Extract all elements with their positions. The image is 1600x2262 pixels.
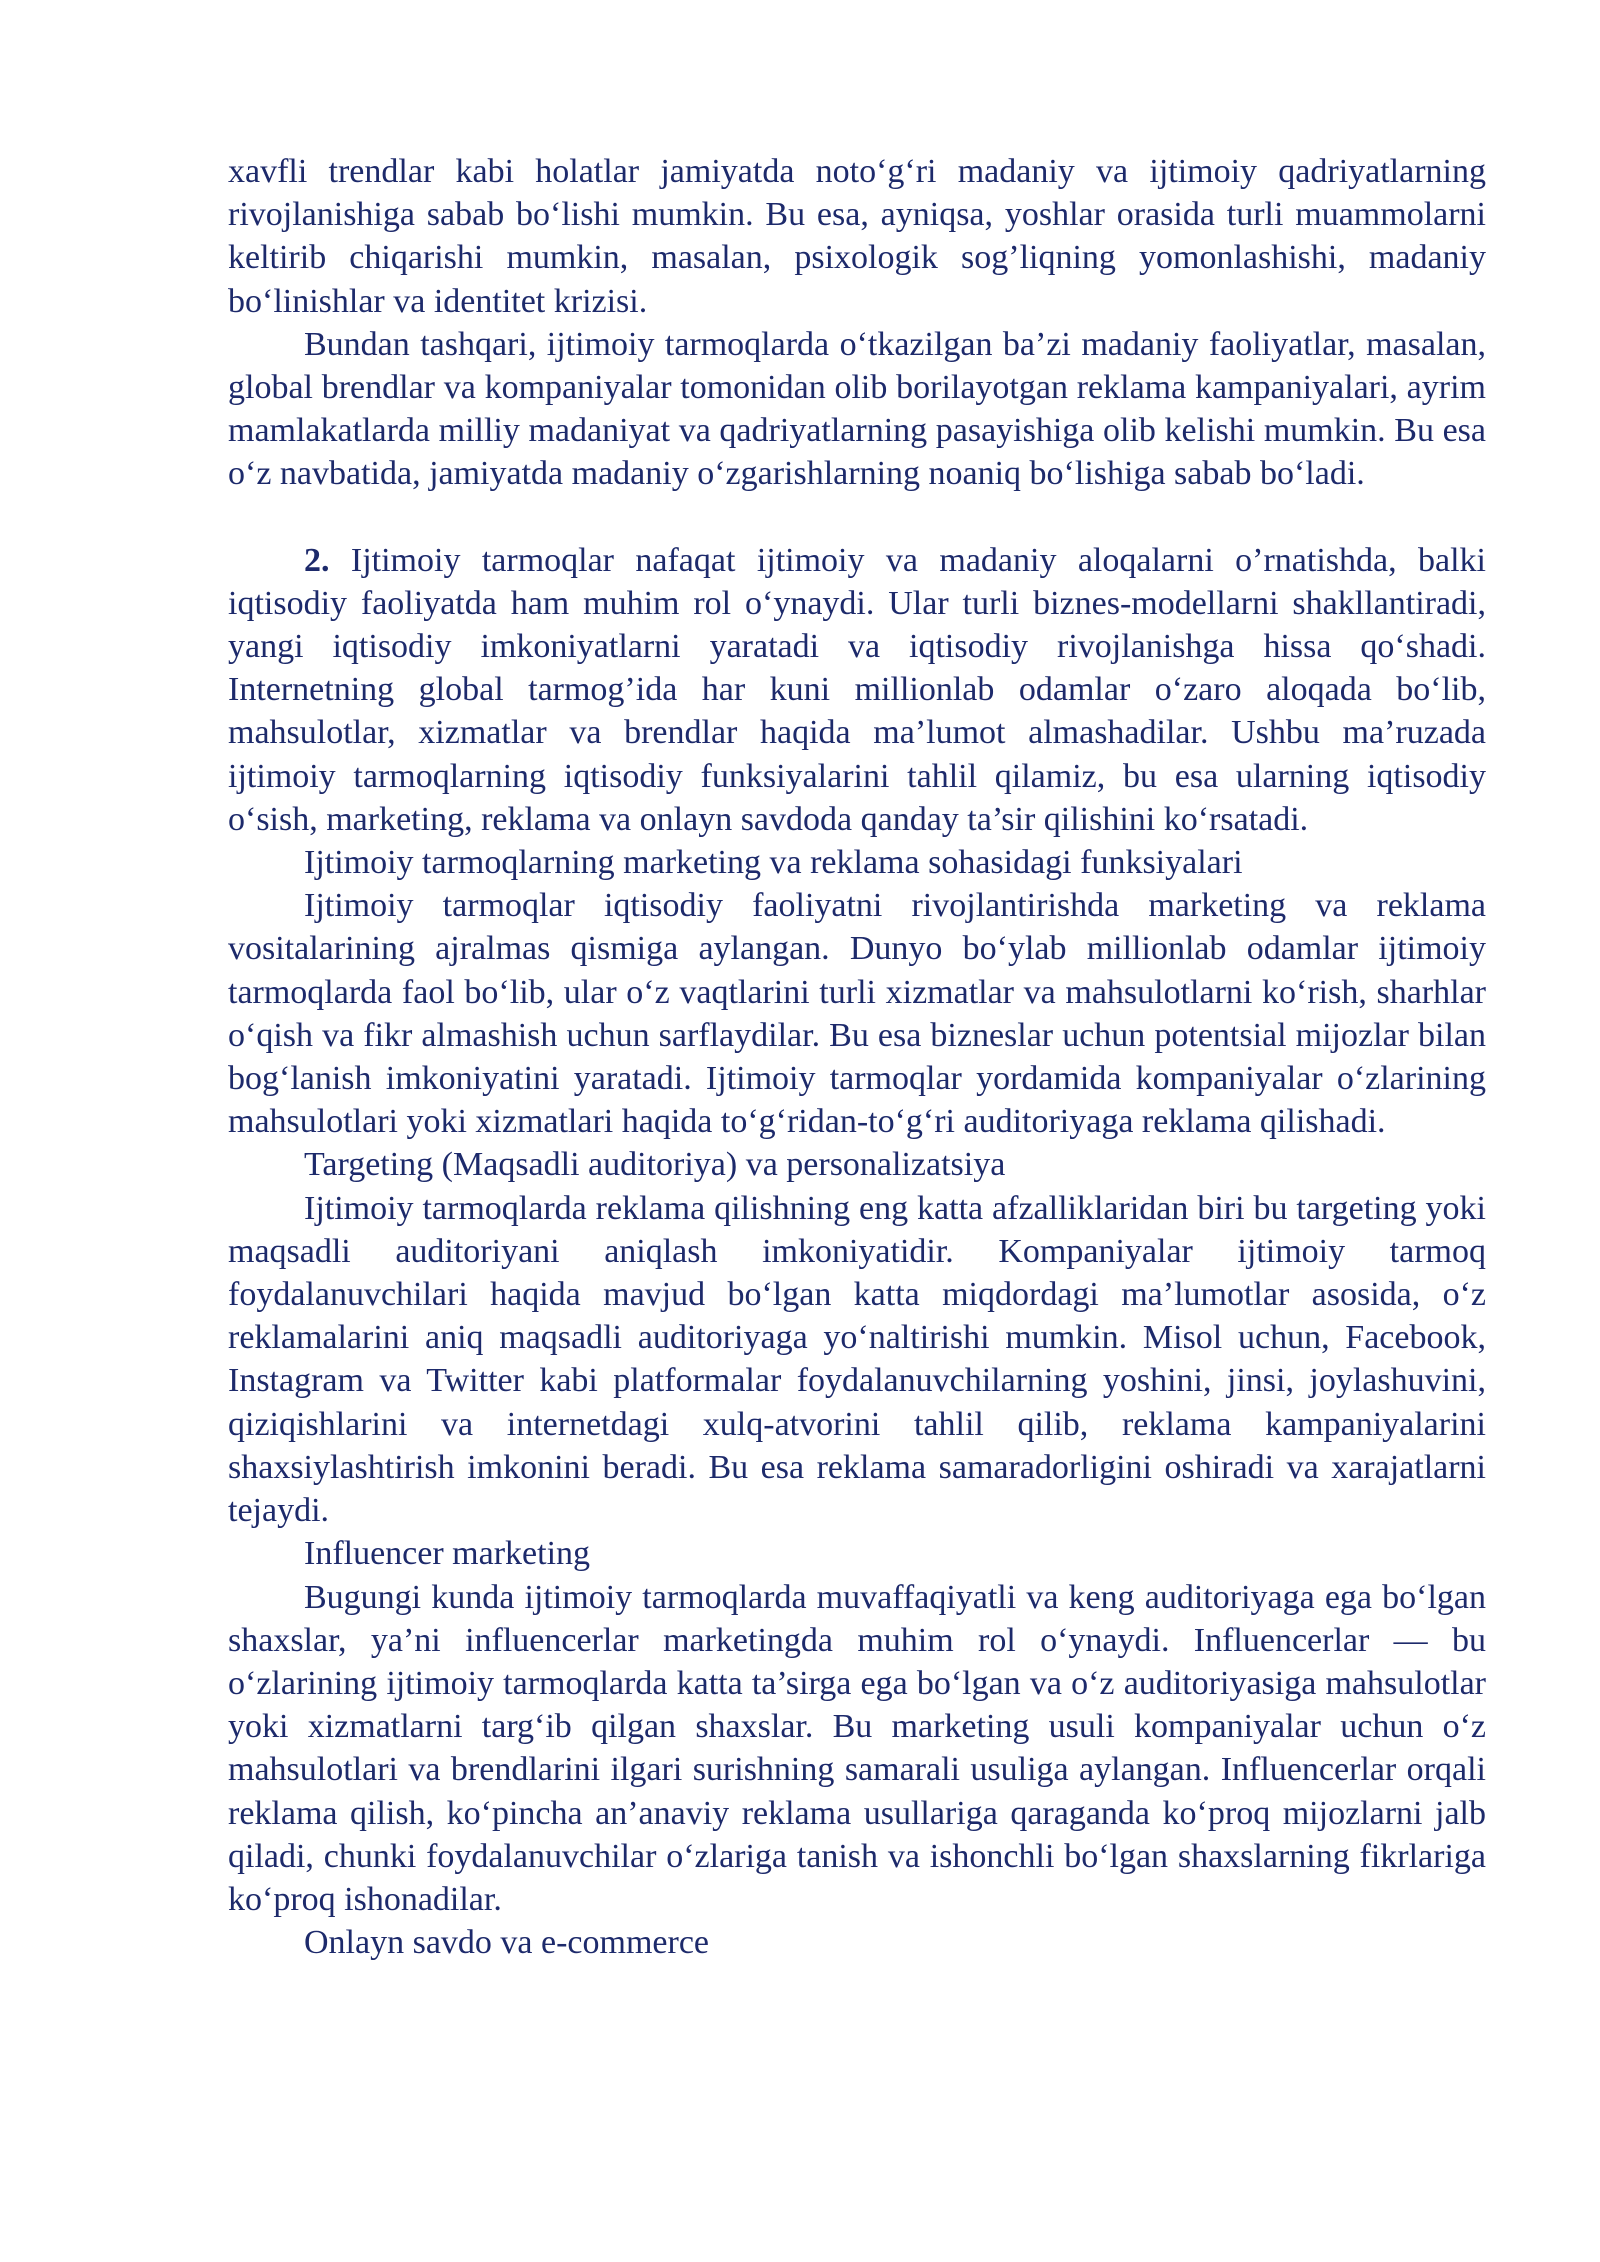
paragraph-influencer: Bugungi kunda ijtimoiy tarmoqlarda muvaffaqiyatli va keng auditoriyaga ega bo‘lgan shaxslar, ya’ni influencerlar marketingda muhim rol o‘ynaydi. Influencerlar — bu o‘zlarining ijtimoiy tarmoqlarda katta ta’sirga ega bo‘lgan va o‘z auditoriyasiga mahsulotlar yoki xizmatlarni targ‘ib qilgan shaxslar. Bu marketing usuli kompaniyalar uchun o‘z mahsulotlari va brendlarini ilgari surishning samarali usuliga aylangan. Influencerlar orqali reklama qilish, ko‘pincha an’anaviy reklama usullariga qaraganda ko‘proq mijozlarni jalb qiladi, chunki foydalanuvchilar o‘zlariga tanish va ishonchli bo‘lgan shaxslarning fikrlariga ko‘proq ishonadilar. [228, 1578, 1486, 1918]
paragraph-cultural-activities: Bundan tashqari, ijtimoiy tarmoqlarda o‘tkazilgan ba’zi madaniy faoliyatlar, masalan, global brendlar va kompaniyalar tomonidan olib borilayotgan reklama kampaniyalari, ayrim mamlakatlarda milliy madaniyat va qadriyatlarning pasayishiga olib kelishi mumkin. Bu esa o‘z navbatida, jamiyatda madaniy o‘zgarishlarning noaniq bo‘lishiga sabab bo‘ladi. [228, 325, 1486, 493]
section-number: 2. [304, 541, 330, 579]
subheading-targeting: Targeting (Maqsadli auditoriya) va personalizatsiya [304, 1146, 1006, 1184]
paragraph-marketing: Ijtimoiy tarmoqlar iqtisodiy faoliyatni rivojlantirishda marketing va reklama vositalarining ajralmas qismiga aylangan. Dunyo bo‘ylab millionlab odamlar ijtimoiy tarmoqlarda faol bo‘lib, ular o‘z vaqtlarini turli xizmatlar va mahsulotlarni ko‘rish, sharhlar o‘qish va fikr almashish uchun sarflaydilar. Bu esa bizneslar uchun potentsial mijozlar bilan bog‘lanish imkoniyatini yaratadi. Ijtimoiy tarmoqlar yordamida kompaniyalar o‘zlarining mahsulotlari yoki xizmatlari haqida to‘g‘ridan-to‘g‘ri auditoriyaga reklama qilishadi. [228, 887, 1486, 1141]
paragraph-targeting: Ijtimoiy tarmoqlarda reklama qilishning eng katta afzalliklaridan biri bu targeting yoki maqsadli auditoriyani aniqlash imkoniyatidir. Kompaniyalar ijtimoiy tarmoq foydalanuvchilari haqida mavjud bo‘lgan katta miqdordagi ma’lumotlar asosida, o‘z reklamalarini aniq maqsadli auditoriyaga yo‘naltirishi mumkin. Misol uchun, Facebook, Instagram va Twitter kabi platformalar foydalanuvchilarning yoshini, jinsi, joylashuvini, qiziqishlarini va internetdagi xulq-atvorini tahlil qilib, reklama kampaniyalarini shaxsiylashtirish imkonini beradi. Bu esa reklama samaradorligini oshiradi va xarajatlarni tejaydi. [228, 1189, 1486, 1530]
subheading-influencer: Influencer marketing [304, 1535, 591, 1573]
blank-line [228, 496, 1486, 539]
subheading-online-commerce: Onlayn savdo va e-commerce [304, 1924, 709, 1962]
subheading-marketing-functions: Ijtimoiy tarmoqlarning marketing va reklama sohasidagi funksiyalari [304, 844, 1243, 882]
document-page [228, 150, 1486, 1964]
section-2-text: Ijtimoiy tarmoqlar nafaqat ijtimoiy va madaniy aloqalarni o’rnatishda, balki iqtisodiy faoliyatda ham muhim rol o‘ynaydi. Ular turli biznes-modellarni shakllantiradi, yangi iqtisodiy imkoniyatlarni yaratadi va iqtisodiy rivojlanishga hissa qo‘shadi. Internetning global tarmog’ida har kuni millionlab odamlar o‘zaro aloqada bo‘lib, mahsulotlar, xizmatlar va brendlar haqida ma’lumot almashadilar. Ushbu ma’ruzada ijtimoiy tarmoqlarning iqtisodiy funksiyalarini tahlil qilamiz, bu esa ularning iqtisodiy o‘sish, marketing, reklama va onlayn savdoda qanday ta’sir qilishini ko‘rsatadi. [228, 541, 1486, 838]
paragraph-section-2 [228, 539, 1486, 841]
paragraph-continued: xavfli trendlar kabi holatlar jamiyatda noto‘g‘ri madaniy va ijtimoiy qadriyatlarning rivojlanishiga sabab bo‘lishi mumkin. Bu esa, ayniqsa, yoshlar orasida turli muammolarni keltirib chiqarishi mumkin, masalan, psixologik sog’liqning yomonlashishi, madaniy bo‘linishlar va identitet krizisi. [228, 153, 1486, 320]
